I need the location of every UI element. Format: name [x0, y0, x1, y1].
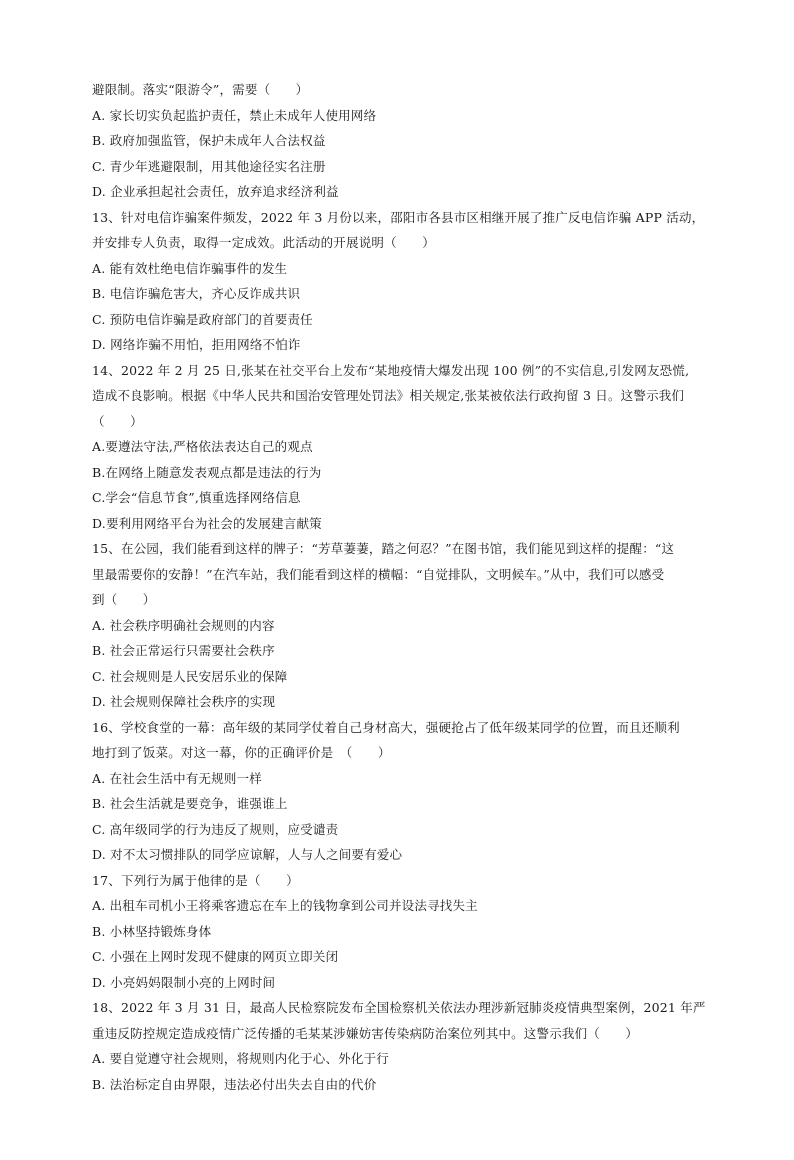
- q16-option-d: D. 对不太习惯排队的同学应谅解，人与人之间要有爱心: [92, 847, 403, 862]
- q17-stem: 17、下列行为属于他律的是（ ）: [92, 872, 299, 888]
- q17-option-d: D. 小亮妈妈限制小亮的上网时间: [92, 974, 276, 990]
- q16-option-a: A. 在社会生活中有无规则一样: [92, 770, 262, 786]
- q12-option-c: C. 青少年逃避限制，用其他途径实名注册: [92, 158, 326, 174]
- q18-stem-line-1: 18、2022 年 3 月 31 日，最高人民检察院发布全国检察机关依法办理涉新冠肺炎疫情典型案例，2021 年严: [92, 1000, 706, 1015]
- q13-stem-line-2: 并安排专人负责，取得一定成效。此活动的开展说明（ ）: [92, 235, 435, 250]
- q16-stem-line-2: 地打到了饭菜。对这一幕，你的正确评价是 （ ）: [92, 745, 391, 760]
- q15-option-d: D. 社会规则保障社会秩序的实现: [92, 694, 276, 709]
- q13-option-c: C. 预防电信诈骗是政府部门的首要责任: [92, 311, 313, 327]
- q14-option-b: B.在网络上随意发表观点都是违法的行为: [92, 464, 322, 480]
- q16-option-b: B. 社会生活就是要竞争，谁强谁上: [92, 796, 288, 811]
- q15-option-a: A. 社会秩序明确社会规则的内容: [92, 617, 275, 633]
- q14-stem-line-2: 造成不良影响。根据《中华人民共和国治安管理处罚法》相关规定,张某被依法行政拘留 3 日。这警示我们: [92, 388, 685, 403]
- q13-option-b: B. 电信诈骗危害大，齐心反诈成共识: [92, 286, 301, 301]
- q15-option-c: C. 社会规则是人民安居乐业的保障: [92, 668, 288, 684]
- q17-option-a: A. 出租车司机小王将乘客遗忘在车上的钱物拿到公司并设法寻找失主: [92, 898, 478, 913]
- q12-option-d: D. 企业承担起社会责任，放弃追求经济利益: [92, 184, 339, 199]
- q15-option-b: B. 社会正常运行只需要社会秩序: [92, 643, 275, 658]
- q14-stem-line-3: （ ）: [92, 413, 143, 429]
- q14-option-a: A.要遵法守法,严格依法表达自己的观点: [92, 439, 313, 454]
- q17-option-b: B. 小林坚持锻炼身体: [92, 923, 212, 939]
- q12-option-a: A. 家长切实负起监护责任，禁止未成年人使用网络: [92, 107, 377, 123]
- question-text-block: [92, 77, 712, 1097]
- q13-option-d: D. 网络诈骗不用怕，拒用网络不怕诈: [92, 337, 301, 352]
- q14-stem-line-1: 14、2022 年 2 月 25 日,张某在社交平台上发布“某地疫情大爆发出现 100 例”的不实信息,引发网友恐慌,: [92, 362, 690, 378]
- q15-stem-line-3: 到（ ）: [92, 592, 156, 607]
- q18-stem-line-2: 重违反防控规定造成疫情广泛传播的毛某某涉嫌妨害传染病防治案位列其中。这警示我们（ ）: [92, 1025, 639, 1041]
- q12-stem-tail: 避限制。落实“限游令”，需要（ ）: [92, 82, 309, 97]
- q12-option-b: B. 政府加强监管，保护未成年人合法权益: [92, 133, 326, 148]
- q15-stem-line-2: 里最需要你的安静！”在汽车站，我们能看到这样的横幅：“自觉排队，文明候车。”从中，我们可以感受: [92, 566, 665, 582]
- q18-option-a: A. 要自觉遵守社会规则，将规则内化于心、外化于行: [92, 1051, 389, 1066]
- q16-option-c: C. 高年级同学的行为违反了规则，应受谴责: [92, 821, 339, 837]
- q15-stem-line-1: 15、在公园，我们能看到这样的牌子：“芳草萋萋，踏之何忍？”在图书馆，我们能见到这样的提醒：“这: [92, 541, 675, 556]
- q17-option-c: C. 小强在上网时发现不健康的网页立即关闭: [92, 949, 339, 964]
- q13-option-a: A. 能有效杜绝电信诈骗事件的发生: [92, 260, 288, 276]
- q13-stem-line-1: 13、针对电信诈骗案件频发，2022 年 3 月份以来，邵阳市各县市区相继开展了推广反电信诈骗 APP 活动，: [92, 209, 705, 225]
- q14-option-d: D.要利用网络平台为社会的发展建言献策: [92, 515, 322, 531]
- q18-option-b: B. 法治标定自由界限，违法必付出失去自由的代价: [92, 1076, 377, 1092]
- q16-stem-line-1: 16、学校食堂的一幕：高年级的某同学仗着自己身材高大，强硬抢占了低年级某同学的位置，而且还顺利: [92, 719, 680, 735]
- q14-option-c: C.学会“信息节食”,慎重选择网络信息: [92, 490, 301, 505]
